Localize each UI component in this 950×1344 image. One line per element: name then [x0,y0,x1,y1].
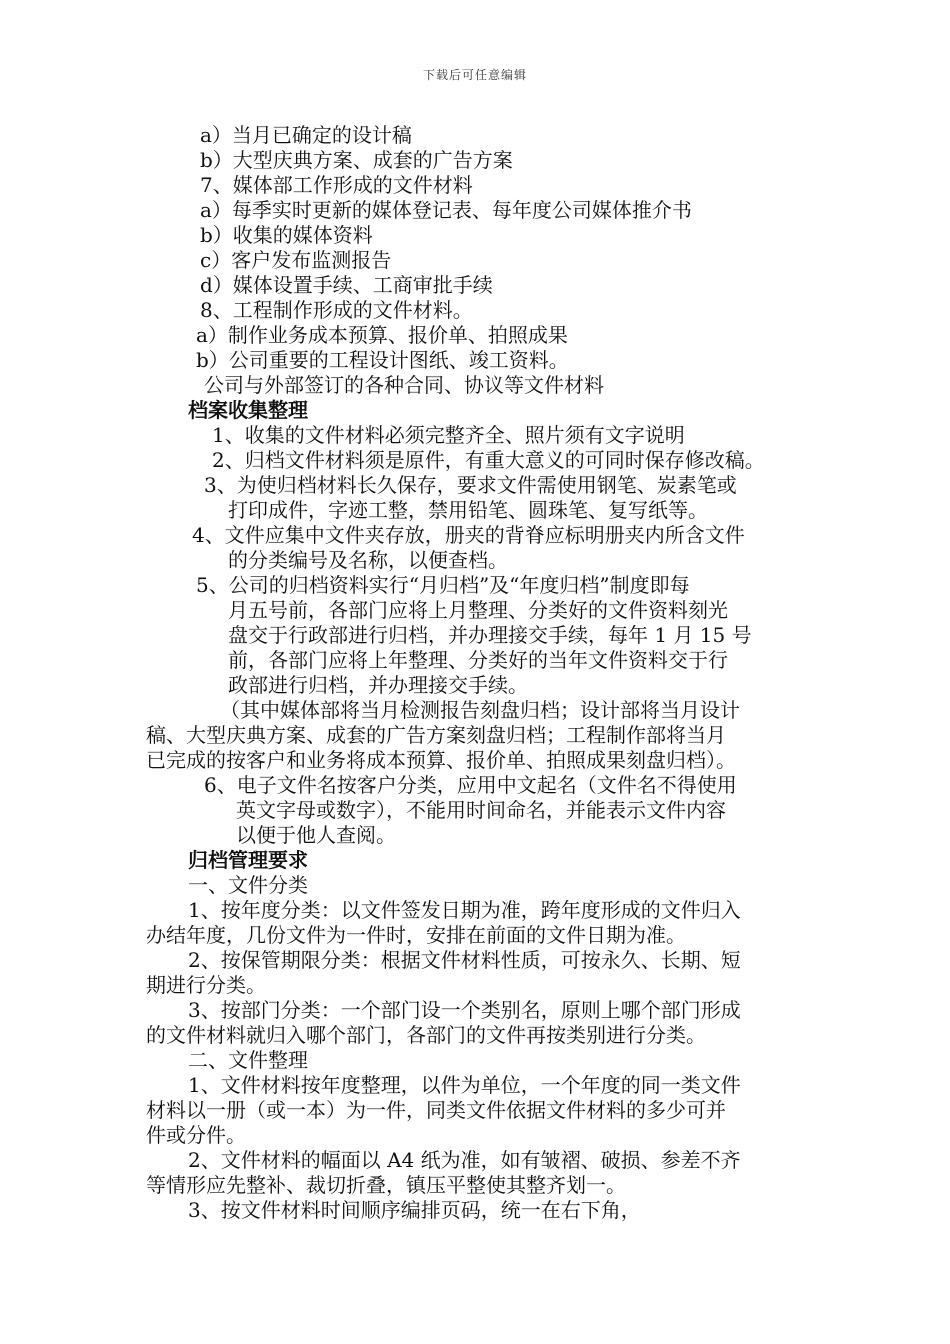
list-item: b）大型庆典方案、成套的广告方案 [200,148,513,172]
paragraph-line: 1、文件材料按年度整理，以件为单位，一个年度的同一类文件 [188,1073,741,1097]
section-heading-archive-collection: 档案收集整理 [188,398,308,422]
list-item-continuation: 月五号前，各部门应将上月整理、分类好的文件资料刻光 [228,598,728,622]
list-item: b）公司重要的工程设计图纸、竣工资料。 [196,348,569,372]
list-item-continuation: 政部进行归档，并办理接交手续。 [228,673,528,697]
paragraph-line: 件或分件。 [146,1123,246,1147]
subsection-heading: 一、文件分类 [188,873,308,897]
list-item: c）客户发布监测报告 [200,248,392,272]
subsection-heading: 二、文件整理 [188,1048,308,1072]
list-item-continuation: 以便于他人查阅。 [236,823,396,847]
list-item-continuation: 盘交于行政部进行归档，并办理接交手续，每年 1 月 15 号 [228,623,752,647]
paragraph-line: 稿、大型庆典方案、成套的广告方案刻盘归档；工程制作部将当月 [146,723,726,747]
list-item: a）每季实时更新的媒体登记表、每年度公司媒体推介书 [200,198,692,222]
list-item-continuation: 的分类编号及名称，以便查档。 [228,548,508,572]
paragraph-line: 等情形应先整补、裁切折叠，镇压平整使其整齐划一。 [146,1173,626,1197]
list-item: a）当月已确定的设计稿 [200,123,412,147]
list-item: d）媒体设置手续、工商审批手续 [200,273,493,297]
list-item: 6、电子文件名按客户分类，应用中文起名（文件名不得使用 [204,773,737,797]
paragraph-line: 1、按年度分类：以文件签发日期为准，跨年度形成的文件归入 [188,898,741,922]
list-item-continuation: 打印成件，字迹工整，禁用铅笔、圆珠笔、复写纸等。 [228,498,708,522]
paragraph-line: 办结年度，几份文件为一件时，安排在前面的文件日期为准。 [146,923,686,947]
list-item: 2、归档文件材料须是原件，有重大意义的可同时保存修改稿。 [212,448,765,472]
list-item: 公司与外部签订的各种合同、协议等文件材料 [204,373,604,397]
paragraph-line: 2、按保管期限分类：根据文件材料性质，可按永久、长期、短 [188,948,741,972]
list-item: 4、文件应集中文件夹存放，册夹的背脊应标明册夹内所含文件 [192,523,745,547]
page-header: 下载后可任意编辑 [422,68,527,82]
list-item: b）收集的媒体资料 [200,223,373,247]
paragraph-line: 已完成的按客户和业务将成本预算、报价单、拍照成果刻盘归档）。 [146,748,736,772]
list-item: 1、收集的文件材料必须完整齐全、照片须有文字说明 [212,423,685,447]
paragraph-line: 期进行分类。 [146,973,266,997]
list-item-continuation: 前，各部门应将上年整理、分类好的当年文件资料交于行 [228,648,728,672]
paragraph-line: （其中媒体部将当月检测报告刻盘归档；设计部将当月设计 [220,698,740,722]
paragraph-line: 材料以一册（或一本）为一件，同类文件依据文件材料的多少可并 [146,1098,726,1122]
list-item-continuation: 英文字母或数字），不能用时间命名，并能表示文件内容 [236,798,726,822]
list-item: 3、为使归档材料长久保存，要求文件需使用钢笔、炭素笔或 [204,473,737,497]
list-item: a）制作业务成本预算、报价单、拍照成果 [196,323,568,347]
list-item: 8、工程制作形成的文件材料。 [200,298,473,322]
section-heading-archive-requirements: 归档管理要求 [188,848,308,872]
paragraph-line: 2、文件材料的幅面以 A4 纸为准，如有皱褶、破损、参差不齐 [188,1148,741,1172]
paragraph-line: 3、按文件材料时间顺序编排页码，统一在右下角， [188,1198,641,1222]
list-item: 7、媒体部工作形成的文件材料 [200,173,473,197]
paragraph-line: 3、按部门分类：一个部门设一个类别名，原则上哪个部门形成 [188,998,741,1022]
list-item: 5、公司的归档资料实行“月归档”及“年度归档”制度即每 [196,573,690,597]
paragraph-line: 的文件材料就归入哪个部门，各部门的文件再按类别进行分类。 [146,1023,706,1047]
